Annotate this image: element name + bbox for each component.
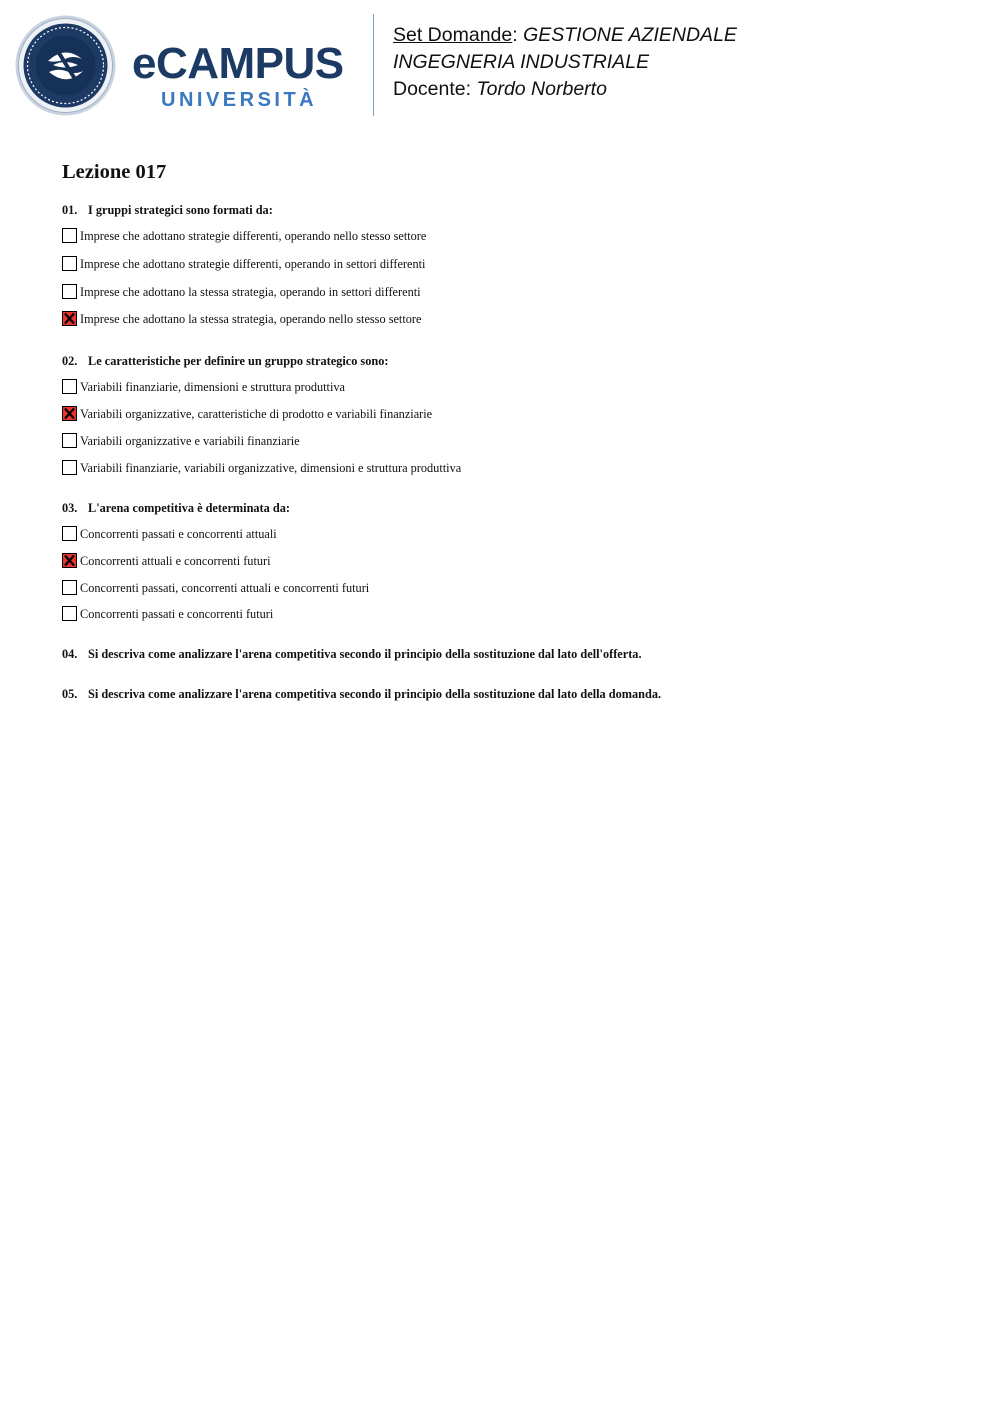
option-text: Variabili finanziarie, variabili organizzative, dimensioni e struttura produttiva	[80, 461, 462, 475]
question-02	[62, 353, 388, 369]
option-text: Variabili organizzative e variabili finanziarie	[80, 434, 300, 448]
checkbox-empty[interactable]	[62, 580, 77, 595]
option-text: Imprese che adottano la stessa strategia, operando in settori differenti	[80, 285, 421, 299]
set-label: Set Domande	[393, 24, 513, 46]
checkbox-checked-x-icon[interactable]	[62, 311, 77, 326]
brand-subtitle: UNIVERSITÀ	[161, 89, 318, 111]
brand-name: eCAMPUS	[132, 39, 344, 88]
course-name: INGEGNERIA INDUSTRIALE	[393, 51, 650, 73]
question-number: 04.	[62, 647, 78, 661]
option-text: Variabili finanziarie, dimensioni e struttura produttiva	[80, 380, 345, 394]
option-text: Imprese che adottano strategie differenti, operando in settori differenti	[80, 257, 426, 271]
question-text: Le caratteristiche per definire un gruppo strategico sono:	[88, 354, 389, 368]
question-text: I gruppi strategici sono formati da:	[88, 203, 273, 217]
checkbox-empty[interactable]	[62, 526, 77, 541]
checkbox-empty[interactable]	[62, 460, 77, 475]
header-info	[393, 22, 737, 103]
page-header	[0, 0, 1000, 130]
option-text: Concorrenti passati e concorrenti attuali	[80, 527, 277, 541]
teacher-line	[393, 76, 737, 103]
question-text: L'arena competitiva è determinata da:	[88, 501, 290, 515]
option-text: Imprese che adottano la stessa strategia, operando nello stesso settore	[80, 312, 422, 326]
question-03	[62, 500, 290, 516]
option-text: Concorrenti attuali e concorrenti futuri	[80, 554, 271, 568]
checkbox-empty[interactable]	[62, 433, 77, 448]
question-04	[62, 646, 642, 662]
question-number: 02.	[62, 354, 78, 368]
question-text: Si descriva come analizzare l'arena competitiva secondo il principio della sostituzione dal lato dell'offerta.	[88, 647, 642, 661]
question-number: 05.	[62, 687, 78, 701]
option-text: Concorrenti passati e concorrenti futuri	[80, 607, 274, 621]
question-05	[62, 686, 661, 702]
checkbox-empty[interactable]	[62, 379, 77, 394]
ecampus-wordmark-logo	[132, 40, 358, 112]
checkbox-checked-x-icon[interactable]	[62, 406, 77, 421]
set-line	[393, 22, 737, 49]
set-separator: :	[512, 24, 518, 46]
lesson-title: Lezione 017	[62, 161, 167, 183]
set-value: GESTIONE AZIENDALE	[523, 24, 737, 46]
checkbox-empty[interactable]	[62, 228, 77, 243]
option-text: Concorrenti passati, concorrenti attuali e concorrenti futuri	[80, 581, 370, 595]
question-number: 01.	[62, 203, 78, 217]
checkbox-empty[interactable]	[62, 256, 77, 271]
option-text: Variabili organizzative, caratteristiche di prodotto e variabili finanziarie	[80, 407, 433, 421]
option-text: Imprese che adottano strategie differenti, operando nello stesso settore	[80, 229, 427, 243]
question-text: Si descriva come analizzare l'arena competitiva secondo il principio della sostituzione dal lato della domanda.	[88, 687, 662, 701]
checkbox-empty[interactable]	[62, 284, 77, 299]
checkbox-empty[interactable]	[62, 606, 77, 621]
question-01	[62, 202, 273, 218]
teacher-label: Docente:	[393, 78, 472, 100]
ecampus-seal-logo	[15, 15, 116, 116]
question-number: 03.	[62, 501, 78, 515]
teacher-name: Tordo Norberto	[476, 78, 607, 100]
header-divider	[373, 14, 374, 116]
checkbox-checked-x-icon[interactable]	[62, 553, 77, 568]
